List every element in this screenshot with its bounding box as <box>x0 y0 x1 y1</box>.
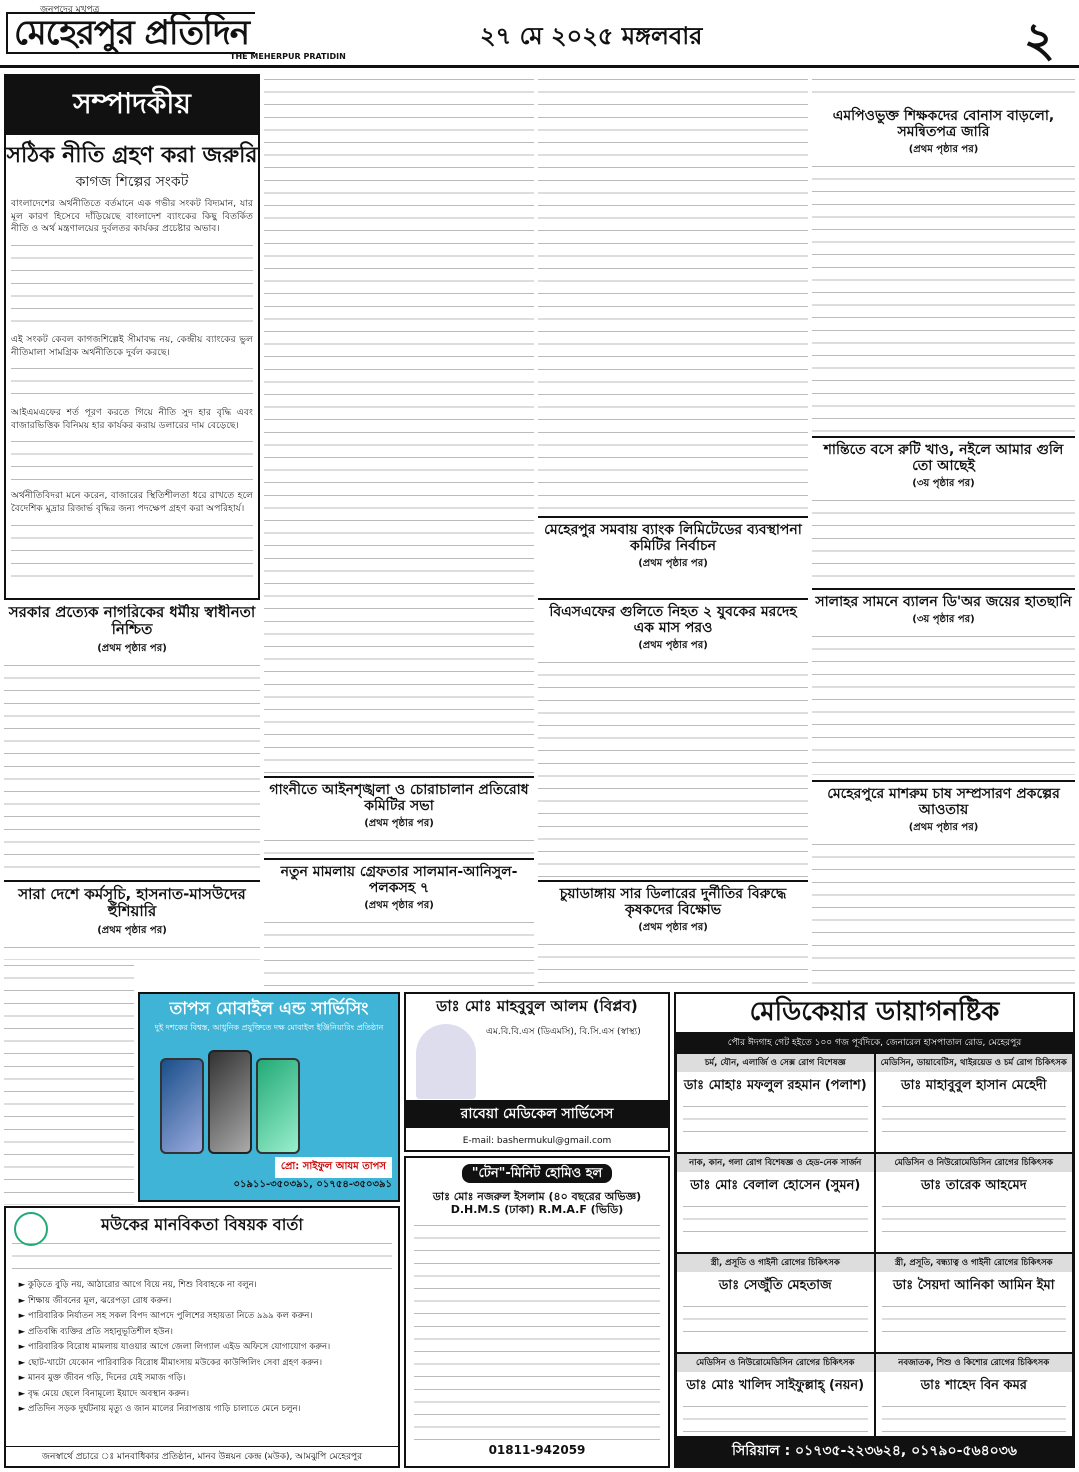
article-headline: চুয়াডাঙ্গায় সার ডিলারের দুর্নীতির বিরুদ্ধে কৃষকদের বিক্ষোভ <box>559 886 787 919</box>
article-headline: বিএসএফের গুলিতে নিহত ২ যুবকের মরদেহ এক মাস পরও <box>549 604 797 637</box>
article-peace-bread <box>812 436 1075 586</box>
ad-diagnostic-serial: সিরিয়াল : ০১৭৩৫-২২৩৬২৪, ০১৭৯০-৫৬৪০৩৬ <box>676 1436 1073 1466</box>
text-block <box>11 363 253 403</box>
ad-homeo-title: "টেন"-মিনিট হোমিও হল <box>462 1164 613 1183</box>
doctor-speciality: মেডিসিন ও নিউরোমেডিসিন রোগের চিকিৎসক <box>876 1154 1073 1172</box>
text-block <box>4 942 260 961</box>
ad-mobile-sub: দুই দশকের বিশ্বস্ত, আধুনিক প্রযুক্তিতে দক্ষ মোবাইল ইঞ্জিনিয়ারিং প্রতিষ্ঠান <box>154 1022 384 1032</box>
text-block <box>4 960 134 1205</box>
article-continued: (প্রথম পৃষ্ঠার পর) <box>908 144 979 156</box>
mouk-list-item: ► মানব মুক্ত জীবন গড়ি, দিনের যেই সমাজ গড়ি। <box>28 1371 392 1387</box>
article-continued: (৩য় পৃষ্ঠার পর) <box>912 614 975 626</box>
ad-mobile-title: তাপস মোবাইল এন্ড সার্ভিসিং <box>169 999 369 1019</box>
ad-mouk-title: মউকের মানবিকতা বিষয়ক বার্তা <box>101 1215 303 1234</box>
doctor-card <box>676 1053 875 1153</box>
text-block <box>812 495 1075 586</box>
editorial-paragraph: বাংলাদেশের অর্থনীতিতে বর্তমানে এক গভীর সংকট বিদ্যমান, যার মূল কারণ হিসেবে দাঁড়িয়েছে বাংলাদেশ ব্যাংকের কিছু বিতর্কিত নীতি ও অর্থ মন্ত্রণালয়ের দুর্বলতর কার্যকর প্রচেষ্টার অভাব। <box>11 198 253 235</box>
mouk-logo-icon <box>14 1212 48 1246</box>
doctor-name: ডাঃ মাহাবুবুল হাসান মেহেদী <box>901 1077 1047 1093</box>
text-block <box>414 1220 660 1440</box>
mouk-list-item: ► পারিবারিক বিরোধ মামলায় যাওয়ার আগে জেলা লিগ্যাল এইড অফিসে যোগাযোগ করুন। <box>28 1340 392 1356</box>
ad-homeo <box>404 1156 670 1468</box>
ad-diagnostic-title: মেডিকেয়ার ডায়াগনষ্টিক <box>749 997 1000 1027</box>
text-block <box>264 917 534 988</box>
text-block <box>683 1301 868 1341</box>
masthead-date: ২৭ মে ২০২৫ মঙ্গলবার <box>480 22 703 50</box>
doctor-name: ডাঃ মোঃ খালিদ সাইফুল্লাহ্ (নয়ন) <box>686 1377 865 1393</box>
article-headline: গাংনীতে আইনশৃঙ্খলা ও চোরাচালান প্রতিরোধ কমিটির সভা <box>269 782 529 815</box>
mouk-list <box>6 1278 398 1418</box>
text-block <box>11 520 253 580</box>
doctor-card <box>875 1053 1074 1153</box>
article-continued: (প্রথম পৃষ্ঠার পর) <box>364 900 434 912</box>
article-new-case-arrest <box>264 858 534 988</box>
article-salah-ballon-dor <box>812 588 1075 778</box>
ad-mouk <box>4 1206 400 1468</box>
ad-doctor-degree: এম.বি.বি.এস (ডিএমসি), বি.সি.এস (স্বাস্থ্য) <box>486 1027 641 1037</box>
article-mpo-bonus <box>812 74 1075 434</box>
doctor-name: ডাঃ শাহেদ বিন কমর <box>920 1377 1027 1393</box>
mouk-list-item: ► বৃদ্ধ মেয়ে ছেলে বিনামূল্যে ইয়াদে অবস্থান করুন। <box>28 1387 392 1403</box>
article-cooperative-bank <box>538 516 808 596</box>
mouk-list-item: ► প্রতিবন্ধি ব্যক্তির প্রতি সহানুভূতিশীল হউন। <box>28 1325 392 1341</box>
editorial-subhead: কাগজ শিল্পের সংকট <box>75 174 189 191</box>
article-headline: এমপিওভুক্ত শিক্ষকদের বোনাস বাড়লো, সমন্বিতপত্র জারি <box>832 108 1055 141</box>
doctor-name: ডাঃ মোঃ বেলাল হোসেন (সুমন) <box>690 1177 861 1193</box>
mouk-list-item: ► ছোট-খাটো যেকোন পারিবারিক বিরোধ মীমাংসায় মউকের কাউন্সিলিং সেবা গ্রহণ করুন। <box>28 1356 392 1372</box>
text-block <box>538 74 808 514</box>
article-continued: (প্রথম পৃষ্ঠার পর) <box>908 822 979 834</box>
doctor-card <box>875 1253 1074 1353</box>
doctor-speciality: স্ত্রী, প্রসূতি, বন্ধ্যাত্ব ও গাইনী রোগের চিকিৎসক <box>876 1254 1073 1272</box>
text-block <box>538 657 808 878</box>
doctor-speciality: মেডিসিন, ডায়াবেটিস, থাইরয়েড ও চর্ম রোগ চিকিৎসক <box>876 1054 1073 1072</box>
article-fertilizer-protest <box>538 880 808 990</box>
editorial-label: সম্পাদকীয় <box>6 76 258 135</box>
ad-doctor-email: E-mail: bashermukul@gmail.com <box>462 1136 612 1146</box>
doctor-card <box>676 1153 875 1253</box>
text-block <box>812 631 1075 775</box>
article-headline: নতুন মামলায় গ্রেফতার সালমান-আনিসুল-পলকসহ ৭ <box>280 864 518 897</box>
page-number: ২ <box>1023 12 1055 68</box>
text-block <box>12 1238 392 1274</box>
text-block <box>812 74 1075 104</box>
editorial-box <box>4 74 260 600</box>
text-block <box>812 839 1075 990</box>
article-headline: মেহেরপুরে মাশরুম চাষ সম্প্রসারণ প্রকল্পের আওতায় <box>827 786 1060 819</box>
ad-mouk-footer: জনস্বার্থে প্রচারে ঃ মানবাধিকার প্রতিষ্ঠান, মানব উন্নয়ন কেন্দ্র (মউক), আমঝুপি মেহেরপুর <box>6 1446 398 1466</box>
article-religious-freedom <box>4 604 260 876</box>
mouk-list-item: ► কুড়িতে বুড়ি নয়, আঠারোর আগে বিয়ে নয়, শিশু বিবাহকে না বলুন। <box>28 1278 392 1294</box>
masthead-tagline: জনপদের মুখপত্র <box>40 5 100 15</box>
article-headline: শান্তিতে বসে রুটি খাও, নইলে আমার গুলি তো আছেই <box>823 442 1064 475</box>
ad-homeo-degree: D.H.M.S (ঢাকা) R.M.A.F (ভিডি) <box>450 1202 624 1216</box>
text-block <box>683 1401 868 1441</box>
article-continued: (প্রথম পৃষ্ঠার পর) <box>638 558 708 570</box>
article-mushroom <box>812 780 1075 990</box>
ad-homeo-doctor: ডাঃ মোঃ নজরুল ইসলাম (৪০ বছরের অভিজ্ঞ) <box>432 1190 642 1203</box>
text-block <box>11 436 253 486</box>
doctor-speciality: নবজাতক, শিশু ও কিশোর রোগের চিকিৎসক <box>876 1354 1073 1372</box>
editorial-paragraph: অর্থনীতিবিদরা মনে করেন, বাজারের স্থিতিশীলতা ধরে রাখতে হলে বৈদেশিক মুদ্রার রিজার্ভ বৃদ্ধির জন্য পদক্ষেপ গ্রহণ করা অপরিহার্য। <box>11 490 253 515</box>
doctor-photo <box>416 1024 476 1099</box>
editorial-paragraph: আইএমএফের শর্ত পূরণ করতে গিয়ে নীতি সুদ হার বৃদ্ধি এবং বাজারভিত্তিক বিনিময় হার কার্যকর করায় ডলারের দাম বেড়েছে। <box>11 407 253 431</box>
ad-homeo-phone: 01811-942059 <box>488 1443 586 1458</box>
article-headline: মেহেরপুর সমবায় ব্যাংক লিমিটেডের ব্যবস্থাপনা কমিটির নির্বাচন <box>544 522 802 555</box>
article-continued: (প্রথম পৃষ্ঠার পর) <box>97 642 167 654</box>
doctor-name: ডাঃ তারেক আহমেদ <box>920 1177 1027 1193</box>
doctor-name: ডাঃ সৈয়দা আনিকা আমিন ইমা <box>892 1277 1055 1293</box>
ad-mobile-shop <box>138 992 400 1202</box>
ad-doctor <box>404 992 670 1152</box>
text-block <box>264 74 534 774</box>
article-bsf-killing <box>538 598 808 878</box>
mouk-list-item: ► প্রতিদিন সড়ক দুর্ঘটনায় মৃত্যু ও জান মালের নিরাপত্তায় গাড়ি চালাতে মেনে চলুন। <box>28 1402 392 1418</box>
ad-mobile-phone: ০১৯১১-৩৫০৩৯১, ০১৭৫৪-৩৫০৩৯১ <box>233 1179 392 1190</box>
text-block <box>4 660 260 877</box>
doctor-card <box>676 1253 875 1353</box>
doctor-name: ডাঃ মোহাঃ মফলুল রহমান (পলাশ) <box>683 1077 867 1093</box>
article-headline: সালাহর সামনে ব্যালন ডি'অর জয়ের হাতছানি <box>815 594 1072 610</box>
text-block <box>882 1401 1067 1441</box>
ad-doctor-clinic: রাবেয়া মেডিকেল সার্ভিসেস <box>406 1100 668 1128</box>
text-block <box>683 1101 868 1141</box>
masthead-title-en: THE MEHERPUR PRATIDIN <box>230 52 346 61</box>
doctor-card <box>875 1153 1074 1253</box>
text-block <box>882 1201 1067 1241</box>
doctor-speciality: স্ত্রী, প্রসূতি ও গাইনী রোগের চিকিৎসক <box>677 1254 874 1272</box>
article-continued: (প্রথম পৃষ্ঠার পর) <box>97 924 167 936</box>
ad-mobile-owner: প্রো: সাইফুল আযম তাপস <box>275 1157 392 1178</box>
doctor-speciality: চর্ম, যৌন, এলার্জি ও সেক্স রোগ বিশেষজ্ঞ <box>677 1054 874 1072</box>
text-block <box>538 939 808 990</box>
article-headline: সরকার প্রত্যেক নাগরিকের ধর্মীয় স্বাধীনতা নিশ্চিত <box>8 604 256 639</box>
text-block <box>882 1301 1067 1341</box>
article-headline: সারা দেশে কর্মসূচি, হাসনাত-মাসউদের হুঁশিয়ারি <box>18 885 246 921</box>
text-block <box>882 1101 1067 1141</box>
ad-doctor-name: ডাঃ মোঃ মাহবুবুল আলম (বিপ্লব) <box>436 997 638 1015</box>
article-continued: (প্রথম পৃষ্ঠার পর) <box>364 818 434 830</box>
editorial-paragraph: এই সংকট কেবল কাগজশিল্পেই সীমাবদ্ধ নয়, কেন্দ্রীয় ব্যাংকের ভুল নীতিমালা সামগ্রিক অর্থনীতিকে দুর্বল করছে। <box>11 334 253 358</box>
text-block <box>11 240 253 330</box>
mouk-list-item: ► পারিবারিক নির্যাতন সহ সকল বিপদ আপদে পুলিশের সহায়তা নিতে ৯৯৯ কল করুন। <box>28 1309 392 1325</box>
ad-diagnostic-address: পৌর ঈদগাহ গেট হইতে ১০০ গজ পূর্বদিকে, জেনারেল হাসপাতাল রোড, মেহেরপুর <box>676 1032 1073 1053</box>
article-continued: (৩য় পৃষ্ঠার পর) <box>912 478 975 490</box>
phones-illustration <box>160 1050 300 1160</box>
article-continued: (প্রথম পৃষ্ঠার পর) <box>638 640 708 652</box>
mouk-list-item: ► শিক্ষায় জীবনের মূল, ঝরেপড়া রোধ করুন। <box>28 1294 392 1310</box>
editorial-headline: সঠিক নীতি গ্রহণ করা জরুরি <box>6 143 258 168</box>
text-block <box>812 161 1075 434</box>
doctor-speciality: নাক, কান, গলা রোগ বিশেষজ্ঞ ও হেড-নেক সার্জন <box>677 1154 874 1172</box>
text-block <box>264 835 534 856</box>
article-continued: (প্রথম পৃষ্ঠার পর) <box>638 922 708 934</box>
text-block <box>683 1201 868 1241</box>
article-nationwide-program <box>4 880 260 960</box>
masthead-title: মেহেরপুর প্রতিদিন <box>6 12 255 54</box>
masthead <box>0 0 1079 68</box>
doctor-grid <box>676 1053 1073 1453</box>
doctor-speciality: মেডিসিন ও নিউরোমেডিসিন রোগের চিকিৎসক <box>677 1354 874 1372</box>
doctor-name: ডাঃ সেজুঁতি মেহতাজ <box>718 1277 832 1293</box>
article-gangni-meeting <box>264 776 534 856</box>
ad-diagnostic <box>674 992 1075 1468</box>
